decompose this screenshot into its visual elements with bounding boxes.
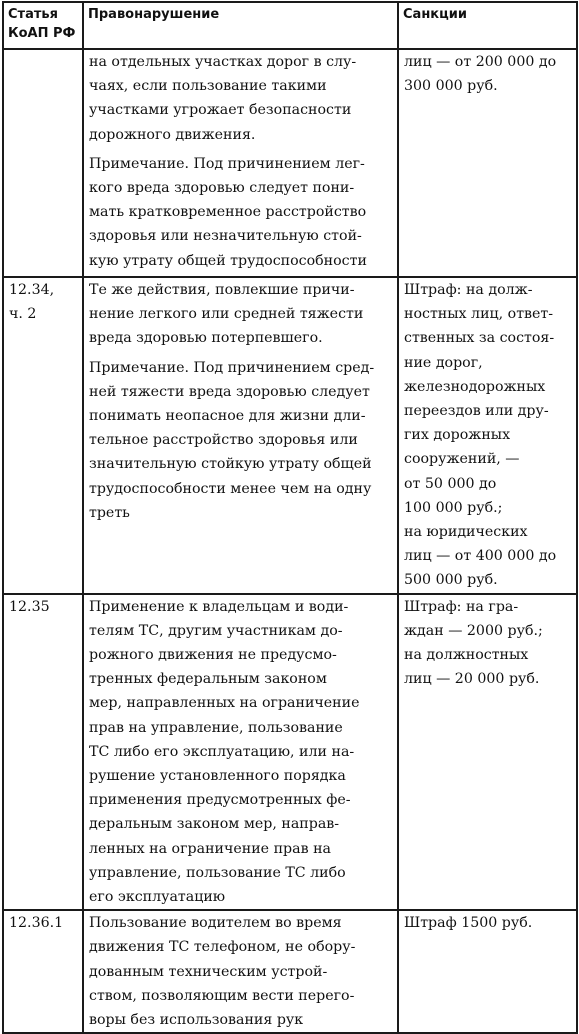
sanction-line: ждан — 2000 руб.; — [404, 622, 543, 639]
offense-cell — [83, 910, 398, 1033]
sanctions-cell — [398, 277, 577, 594]
offense-line: применения предусмотренных фе- — [89, 792, 351, 809]
article-cell — [3, 49, 83, 277]
article-cell — [3, 594, 83, 911]
offense-line: Примечание. Под причинением сред- — [89, 359, 375, 376]
offense-line: управление, пользование ТС либо — [89, 864, 346, 881]
offense-line: кого вреда здоровью следует пони- — [89, 180, 355, 197]
offense-line: ством, позволяющим вести перего- — [89, 987, 355, 1004]
table-row — [3, 594, 577, 911]
offense-line: значительную стойкую утрату общей — [89, 456, 372, 473]
sanctions-cell — [398, 910, 577, 1033]
offense-line: мер, направленных на ограничение — [89, 695, 360, 712]
offense-line: дорожного движения. — [89, 126, 256, 143]
offense-line: дованным техническим устрой- — [89, 963, 328, 980]
sanction-line: ние дорог, — [404, 354, 483, 371]
sanction-line: железнодорожных — [404, 378, 546, 395]
table-body — [3, 49, 577, 1033]
offense-line: телям ТС, другим участникам до- — [89, 622, 343, 639]
offense-line: прав на управление, пользование — [89, 719, 343, 736]
article-cell — [3, 910, 83, 1033]
table-header-row — [3, 2, 577, 49]
offense-line: Пользование водителем во время — [89, 915, 342, 932]
offense-paragraph — [89, 50, 393, 147]
offense-line: ней тяжести вреда здоровью следует — [89, 383, 370, 400]
note-paragraph — [89, 152, 393, 273]
offense-line: ленных на ограничение прав на — [89, 840, 331, 857]
offense-line: его эксплуатацию — [89, 889, 226, 906]
header-article-line: Статья — [8, 7, 58, 22]
header-offense: Правонарушение — [83, 2, 398, 49]
sanction-line: лиц — 20 000 руб. — [404, 671, 540, 688]
offense-line: Примечание. Под причинением лег- — [89, 155, 365, 172]
article-line: 12.36.1 — [9, 915, 64, 932]
sanction-line: ственных за состоя- — [404, 330, 555, 347]
note-paragraph — [89, 356, 393, 525]
offense-line: ТС либо его эксплуатацию, или на- — [89, 743, 355, 760]
header-article — [3, 2, 83, 49]
offense-paragraph — [89, 595, 393, 910]
offense-line: треть — [89, 504, 130, 521]
offense-line: нение легкого или средней тяжести — [89, 306, 364, 323]
offense-line: понимать неопасное для жизни дли- — [89, 408, 366, 425]
offense-cell — [83, 49, 398, 277]
offense-line: Применение к владельцам и води- — [89, 598, 349, 615]
sanction-line: на должностных — [404, 647, 529, 664]
offense-line: Те же действия, повлекшие причи- — [89, 282, 355, 298]
offense-line: деральным законом мер, направ- — [89, 816, 340, 833]
offense-line: вреда здоровью потерпевшего. — [89, 330, 323, 347]
table-row — [3, 910, 577, 1033]
offense-line: рушение установленного порядка — [89, 768, 346, 785]
article-line: ч. 2 — [9, 306, 37, 323]
header-sanctions: Санкции — [398, 2, 577, 49]
offense-cell — [83, 277, 398, 594]
sanction-line: сооружений, — — [404, 451, 520, 468]
offense-line: кую утрату общей трудоспособности — [89, 252, 367, 269]
offense-line: тельное расстройство здоровья или — [89, 432, 358, 449]
sanctions-cell — [398, 594, 577, 911]
sanction-line: ностных лиц, ответ- — [404, 306, 554, 323]
offense-line: тренных федеральным законом — [89, 671, 327, 688]
sanction-line: лиц — от 200 000 до — [404, 54, 557, 70]
header-article-line: КоАП РФ — [8, 26, 76, 41]
sanction-line: от 50 000 до — [404, 475, 497, 492]
offense-line: чаях, если пользование такими — [89, 78, 327, 95]
offense-line: рожного движения не предусмо- — [89, 647, 337, 664]
offense-line: здоровья или незначительную стой- — [89, 228, 362, 245]
sanction-line: Штраф 1500 руб. — [404, 915, 533, 932]
sanction-line: 500 000 руб. — [404, 572, 498, 589]
sanction-line: на юридических — [404, 524, 528, 541]
offense-line: мать кратковременное расстройство — [89, 204, 367, 221]
sanction-line: Штраф: на гра- — [404, 598, 519, 615]
sanction-line: переездов или дру- — [404, 403, 549, 420]
article-cell — [3, 277, 83, 594]
article-line: 12.35 — [9, 598, 50, 615]
sanction-line: гих дорожных — [404, 427, 511, 444]
table-row — [3, 49, 577, 277]
offense-paragraph — [89, 911, 393, 1032]
violations-table — [2, 1, 578, 1034]
offense-line: на отдельных участках дорог в слу- — [89, 54, 357, 70]
sanction-line: 300 000 руб. — [404, 78, 498, 95]
article-line: 12.34, — [9, 282, 55, 298]
sanction-line: Штраф: на долж- — [404, 282, 533, 298]
offense-line: воры без использования рук — [89, 1012, 304, 1029]
sanction-line: лиц — от 400 000 до — [404, 548, 557, 565]
offense-line: движения ТС телефоном, не обору- — [89, 939, 356, 956]
table-row — [3, 277, 577, 594]
sanctions-cell — [398, 49, 577, 277]
sanction-line: 100 000 руб.; — [404, 499, 503, 516]
offense-line: трудоспособности менее чем на одну — [89, 480, 372, 497]
offense-cell — [83, 594, 398, 911]
offense-paragraph — [89, 278, 393, 351]
offense-line: участками угрожает безопасности — [89, 102, 352, 119]
